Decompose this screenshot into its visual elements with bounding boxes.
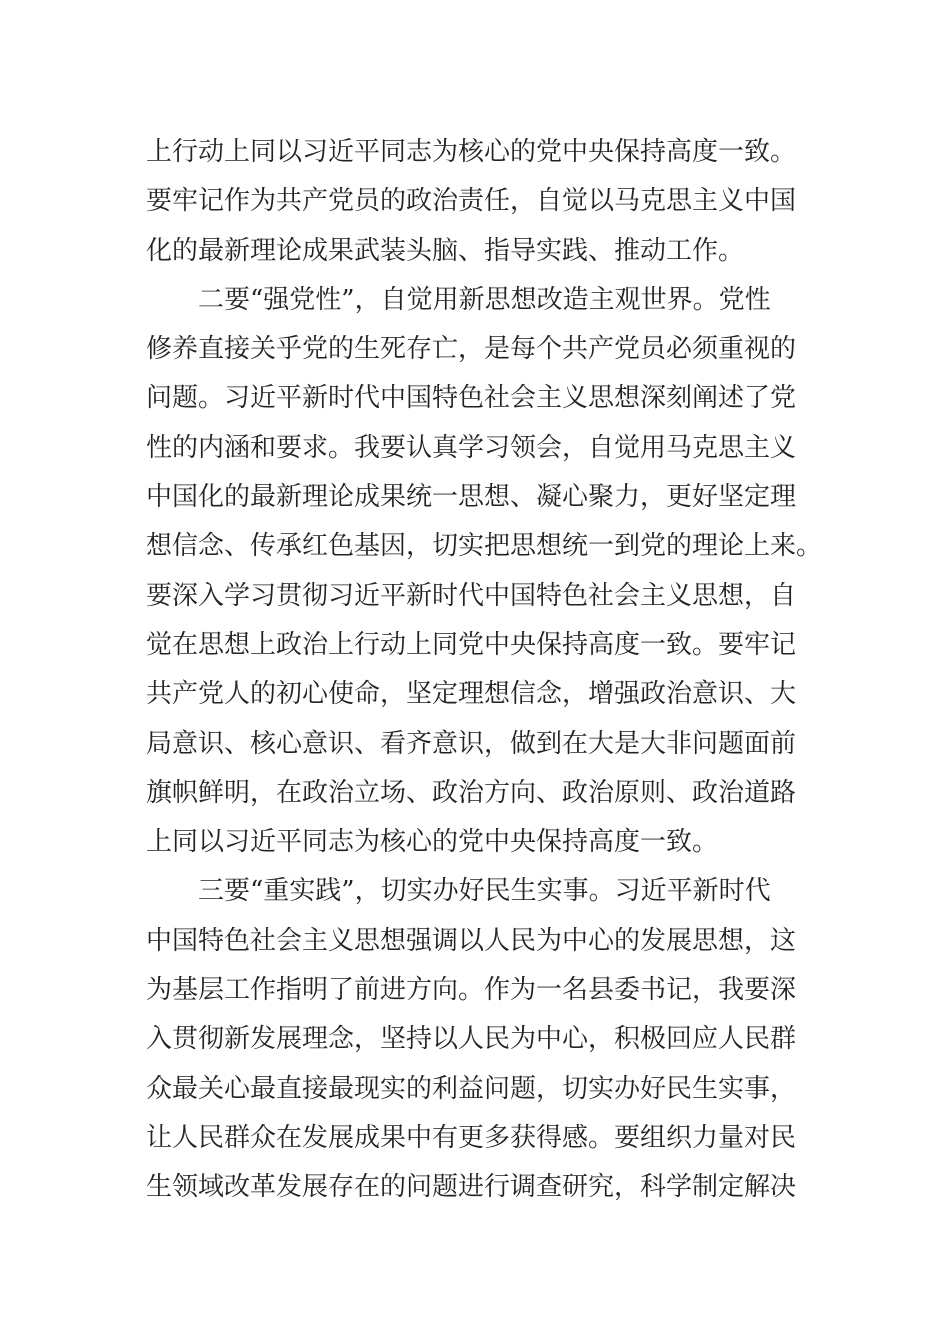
text-line: 为基层工作指明了前进方向。作为一名县委书记，我要深 xyxy=(146,975,797,1006)
paragraph-start-line: 三要“重实践”，切实办好民生实事。习近平新时代 xyxy=(198,876,771,907)
text-line: 修养直接关乎党的生死存亡，是每个共产党员必须重视的 xyxy=(146,334,797,365)
text-line: 问题。习近平新时代中国特色社会主义思想深刻阐述了党 xyxy=(146,383,797,414)
text-line: 要深入学习贯彻习近平新时代中国特色社会主义思想，自 xyxy=(146,580,797,611)
text-line: 生领域改革发展存在的问题进行调查研究，科学制定解决 xyxy=(146,1172,797,1203)
text-line: 要牢记作为共产党员的政治责任，自觉以马克思主义中国 xyxy=(146,186,797,217)
text-line: 让人民群众在发展成果中有更多获得感。要组织力量对民 xyxy=(146,1122,797,1153)
text-line: 共产党人的初心使命，坚定理想信念，增强政治意识、大 xyxy=(146,679,797,710)
text-line: 觉在思想上政治上行动上同党中央保持高度一致。要牢记 xyxy=(146,629,797,660)
text-line: 众最关心最直接最现实的利益问题，切实办好民生实事， xyxy=(146,1073,797,1104)
text-line: 想信念、传承红色基因，切实把思想统一到党的理论上来。 xyxy=(146,531,823,562)
text-line: 入贯彻新发展理念，坚持以人民为中心，积极回应人民群 xyxy=(146,1024,797,1055)
text-line: 局意识、核心意识、看齐意识，做到在大是大非问题面前 xyxy=(146,728,797,759)
text-line: 性的内涵和要求。我要认真学习领会，自觉用马克思主义 xyxy=(146,432,797,463)
text-line: 化的最新理论成果武装头脑、指导实践、推动工作。 xyxy=(146,235,745,266)
text-line: 上同以习近平同志为核心的党中央保持高度一致。 xyxy=(146,827,719,858)
paragraph-start-line: 二要“强党性”，自觉用新思想改造主观世界。党性 xyxy=(198,284,771,315)
text-line: 上行动上同以习近平同志为核心的党中央保持高度一致。 xyxy=(146,137,797,167)
text-line: 旗帜鲜明，在政治立场、政治方向、政治原则、政治道路 xyxy=(146,777,797,808)
text-line: 中国化的最新理论成果统一思想、凝心聚力，更好坚定理 xyxy=(146,482,797,513)
text-line: 中国特色社会主义思想强调以人民为中心的发展思想，这 xyxy=(146,925,797,956)
document-body-text xyxy=(146,128,823,1213)
